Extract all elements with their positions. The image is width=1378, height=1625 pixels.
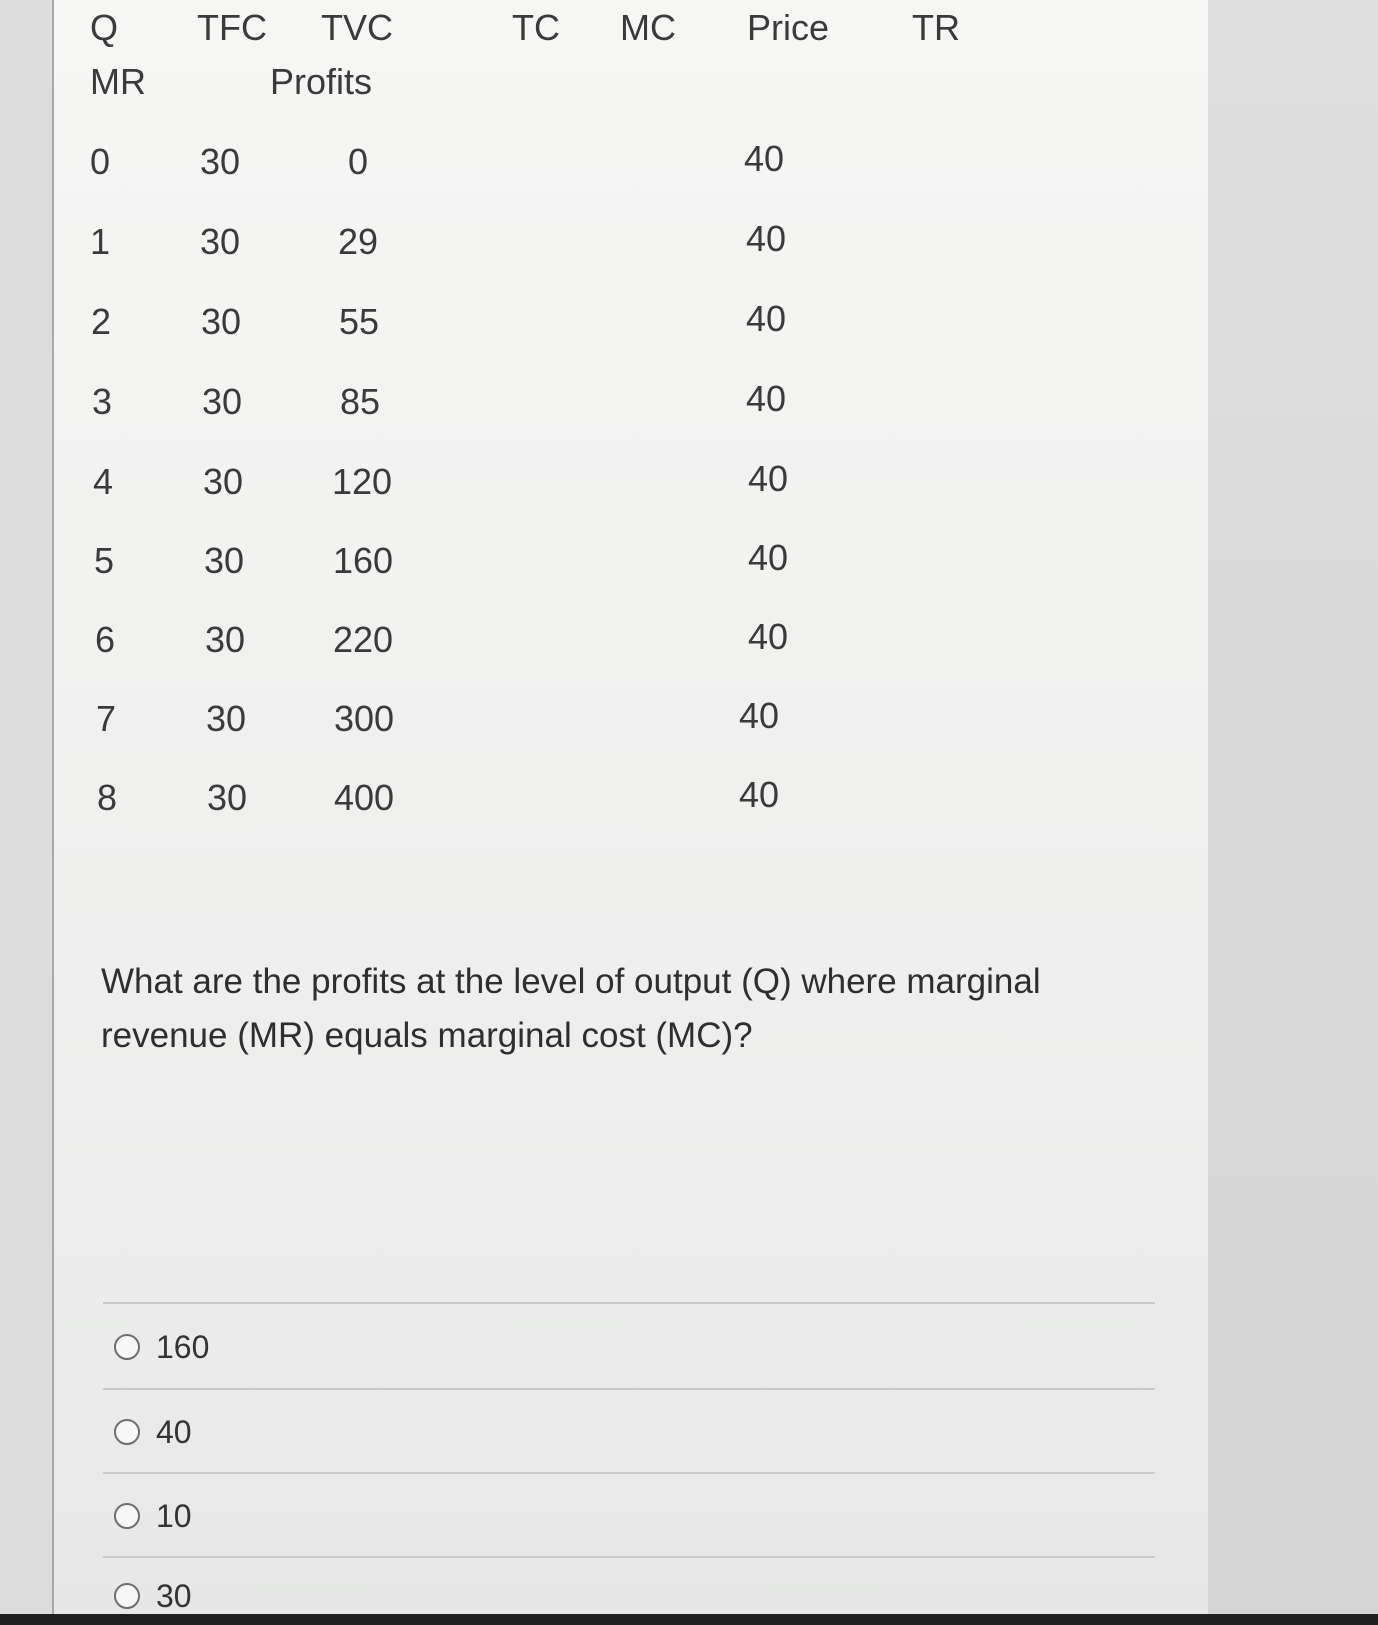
option-label: 30 <box>156 1577 192 1614</box>
cell-price: 40 <box>743 138 785 179</box>
cell-tfc: 30 <box>202 461 244 502</box>
cell-q: 8 <box>96 777 118 818</box>
option-label: 40 <box>156 1413 192 1450</box>
answer-option-30[interactable] <box>114 1574 192 1618</box>
cell-price: 40 <box>747 537 789 578</box>
cell-price: 40 <box>738 695 780 736</box>
answer-option-40[interactable] <box>114 1410 192 1454</box>
cell-tvc: 400 <box>333 777 395 818</box>
cell-q: 7 <box>95 698 117 739</box>
cell-tfc: 30 <box>203 540 245 581</box>
option-label: 160 <box>156 1328 210 1365</box>
answer-option-10[interactable] <box>114 1494 192 1538</box>
answer-option-160[interactable] <box>114 1325 209 1369</box>
cell-q: 0 <box>89 141 111 182</box>
cell-price: 40 <box>745 298 787 339</box>
cell-tvc: 160 <box>332 540 394 581</box>
cell-q: 5 <box>93 540 115 581</box>
cell-tfc: 30 <box>200 301 242 342</box>
cell-q: 1 <box>89 221 111 262</box>
cell-price: 40 <box>747 616 789 657</box>
divider <box>103 1556 1155 1558</box>
cell-tvc: 120 <box>331 461 393 502</box>
cell-q: 4 <box>92 461 114 502</box>
side-margin <box>1208 0 1378 1625</box>
cell-price: 40 <box>745 378 787 419</box>
header-tfc: TFC <box>197 7 267 48</box>
question-text: What are the profits at the level of output (Q) where marginal revenue (MR) equals marginal cost (MC)? <box>101 962 1041 1055</box>
divider <box>103 1302 1155 1304</box>
divider <box>103 1388 1155 1390</box>
cell-tfc: 30 <box>206 777 248 818</box>
divider <box>103 1472 1155 1474</box>
radio-circle-icon[interactable] <box>114 1334 140 1360</box>
cell-tvc: 85 <box>339 381 381 422</box>
cell-tfc: 30 <box>204 619 246 660</box>
header-tr: TR <box>912 7 960 48</box>
header-profits: Profits <box>270 61 373 102</box>
header-tvc: TVC <box>321 7 393 48</box>
cell-tfc: 30 <box>201 381 243 422</box>
cell-q: 3 <box>91 381 113 422</box>
header-mc: MC <box>620 7 676 48</box>
bottom-edge <box>0 1614 1378 1625</box>
header-mr: MR <box>90 61 146 102</box>
radio-circle-icon[interactable] <box>114 1419 140 1445</box>
cell-q: 6 <box>94 619 116 660</box>
header-price: Price <box>747 7 830 48</box>
cell-tfc: 30 <box>199 221 241 262</box>
cell-price: 40 <box>745 218 787 259</box>
header-tc: TC <box>512 7 560 48</box>
cell-tvc: 55 <box>338 301 380 342</box>
cell-tfc: 30 <box>199 141 241 182</box>
cell-tvc: 0 <box>347 141 369 182</box>
cell-price: 40 <box>738 774 780 815</box>
header-q: Q <box>90 7 119 48</box>
cell-price: 40 <box>747 458 789 499</box>
cell-tvc: 220 <box>332 619 394 660</box>
radio-circle-icon[interactable] <box>114 1503 140 1529</box>
radio-circle-icon[interactable] <box>114 1583 140 1609</box>
cell-tfc: 30 <box>205 698 247 739</box>
option-label: 10 <box>156 1497 192 1534</box>
cell-tvc: 300 <box>333 698 395 739</box>
cell-q: 2 <box>90 301 112 342</box>
cell-tvc: 29 <box>337 221 379 262</box>
